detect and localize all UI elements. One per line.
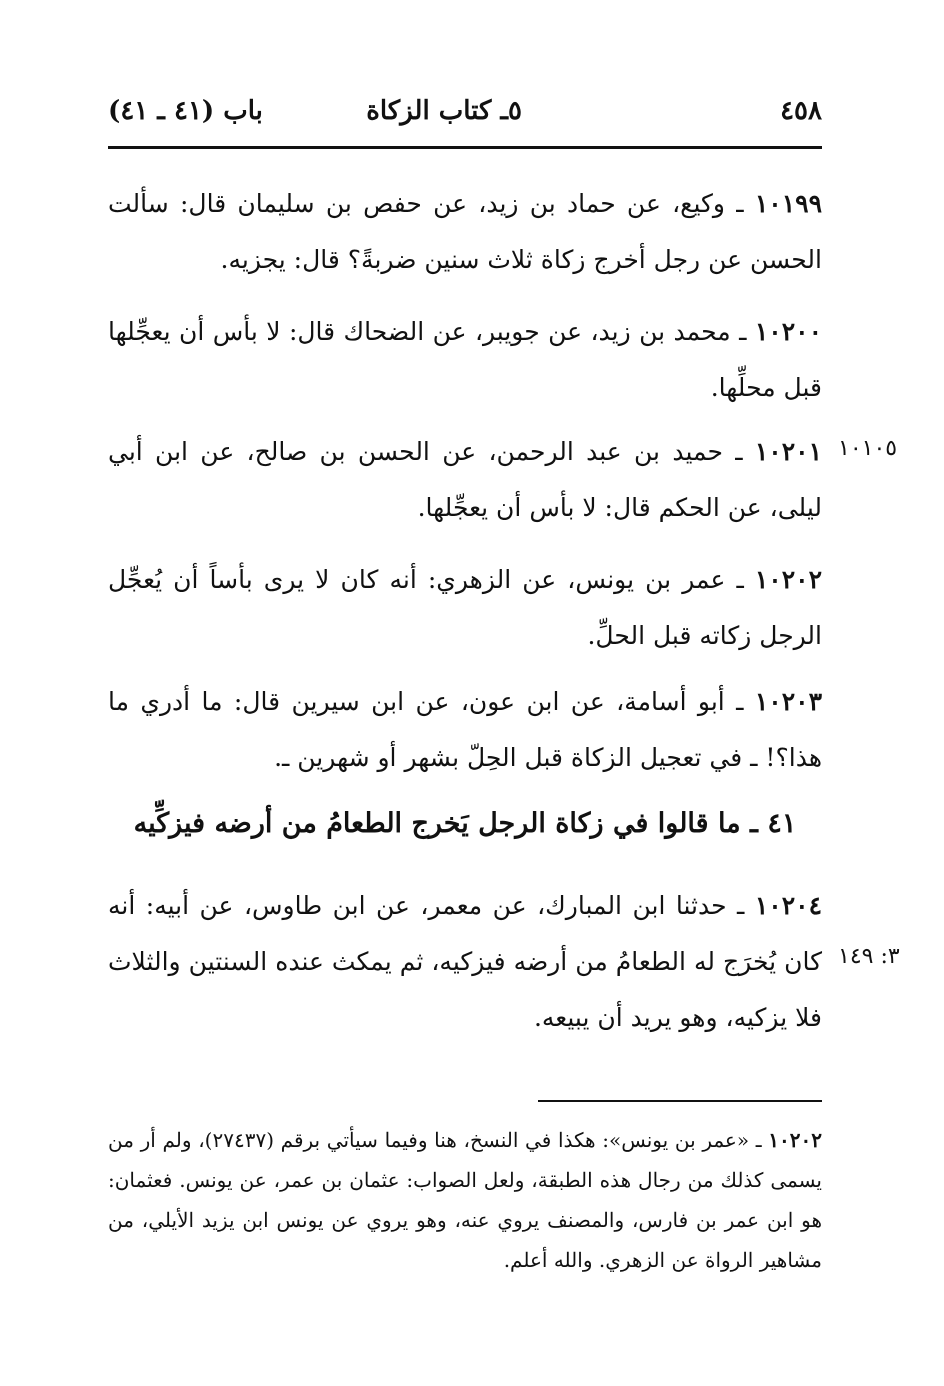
margin-reference: ٣: ١٤٩ (838, 944, 900, 969)
hadith-number: ١٠٢٠١ (754, 437, 822, 466)
page-header (108, 96, 822, 136)
header-rule (108, 146, 822, 149)
hadith-paragraph (108, 552, 822, 664)
section-heading: ٤١ ـ ما قالوا في زكاة الرجل يَخرج الطعامُ من أرضه فيزكِّيه (133, 808, 797, 839)
book-title: ٥ـ كتاب الزكاة (366, 96, 522, 126)
hadith-paragraph (108, 424, 822, 536)
hadith-paragraph (108, 878, 822, 1046)
hadith-paragraph (108, 176, 822, 288)
chapter-reference: باب (٤١ ـ ٤١) (108, 96, 263, 126)
hadith-number: ١٠١٩٩ (754, 189, 822, 218)
hadith-paragraph (108, 304, 822, 416)
hadith-text: ـ حميد بن عبد الرحمن، عن الحسن بن صالح، عن ابن أبي ليلى، عن الحكم قال: لا بأس أن يعجِّلها. (108, 437, 822, 522)
hadith-number: ١٠٢٠٢ (754, 565, 822, 594)
hadith-text: ـ أبو أسامة، عن ابن عون، عن ابن سيرين قال: ما أدري ما هذا؟! ـ في تعجيل الزكاة قبل الحِلّ بشهر أو شهرين ـ. (108, 687, 822, 772)
hadith-paragraph (108, 674, 822, 786)
hadith-text: ـ وكيع، عن حماد بن زيد، عن حفص بن سليمان قال: سألت الحسن عن رجل أخرج زكاة ثلاث سنين ضربةً؟ قال: يجزيه. (108, 189, 822, 274)
page-number: ٤٥٨ (780, 96, 822, 126)
footnote-text: ـ «عمر بن يونس»: هكذا في النسخ، هنا وفيما سيأتي برقم (٢٧٤٣٧)، ولم أر من يسمى كذلك من رجال هذه الطبقة، ولعل الصواب: عثمان بن عمر، عن يونس. فعثمان: هو ابن عمر بن فارس، والمصنف يروي عنه، وهو يروي عن يونس ابن يزيد الأيلي، من مشاهير الرواة عن الزهري. والله أعلم. (108, 1128, 822, 1272)
footnote (108, 1120, 822, 1280)
hadith-number: ١٠٢٠٤ (754, 891, 822, 920)
margin-reference: ١٠١٠٥ (838, 436, 898, 461)
footnote-rule (538, 1100, 822, 1102)
hadith-number: ١٠٢٠٠ (754, 317, 822, 346)
hadith-text: ـ محمد بن زيد، عن جويبر، عن الضحاك قال: لا بأس أن يعجِّلها قبل محلِّها. (108, 317, 822, 402)
footnote-number: ١٠٢٠٢ (768, 1128, 822, 1152)
hadith-number: ١٠٢٠٣ (754, 687, 822, 716)
hadith-text: ـ عمر بن يونس، عن الزهري: أنه كان لا يرى بأساً أن يُعجِّل الرجل زكاته قبل الحلِّ. (108, 565, 822, 650)
hadith-text: ـ حدثنا ابن المبارك، عن معمر، عن ابن طاوس، عن أبيه: أنه كان يُخرَج له الطعامُ من أرضه فيزكيه، ثم يمكث عنده السنتين والثلاث فلا يزكيه، وهو يريد أن يبيعه. (108, 891, 822, 1032)
